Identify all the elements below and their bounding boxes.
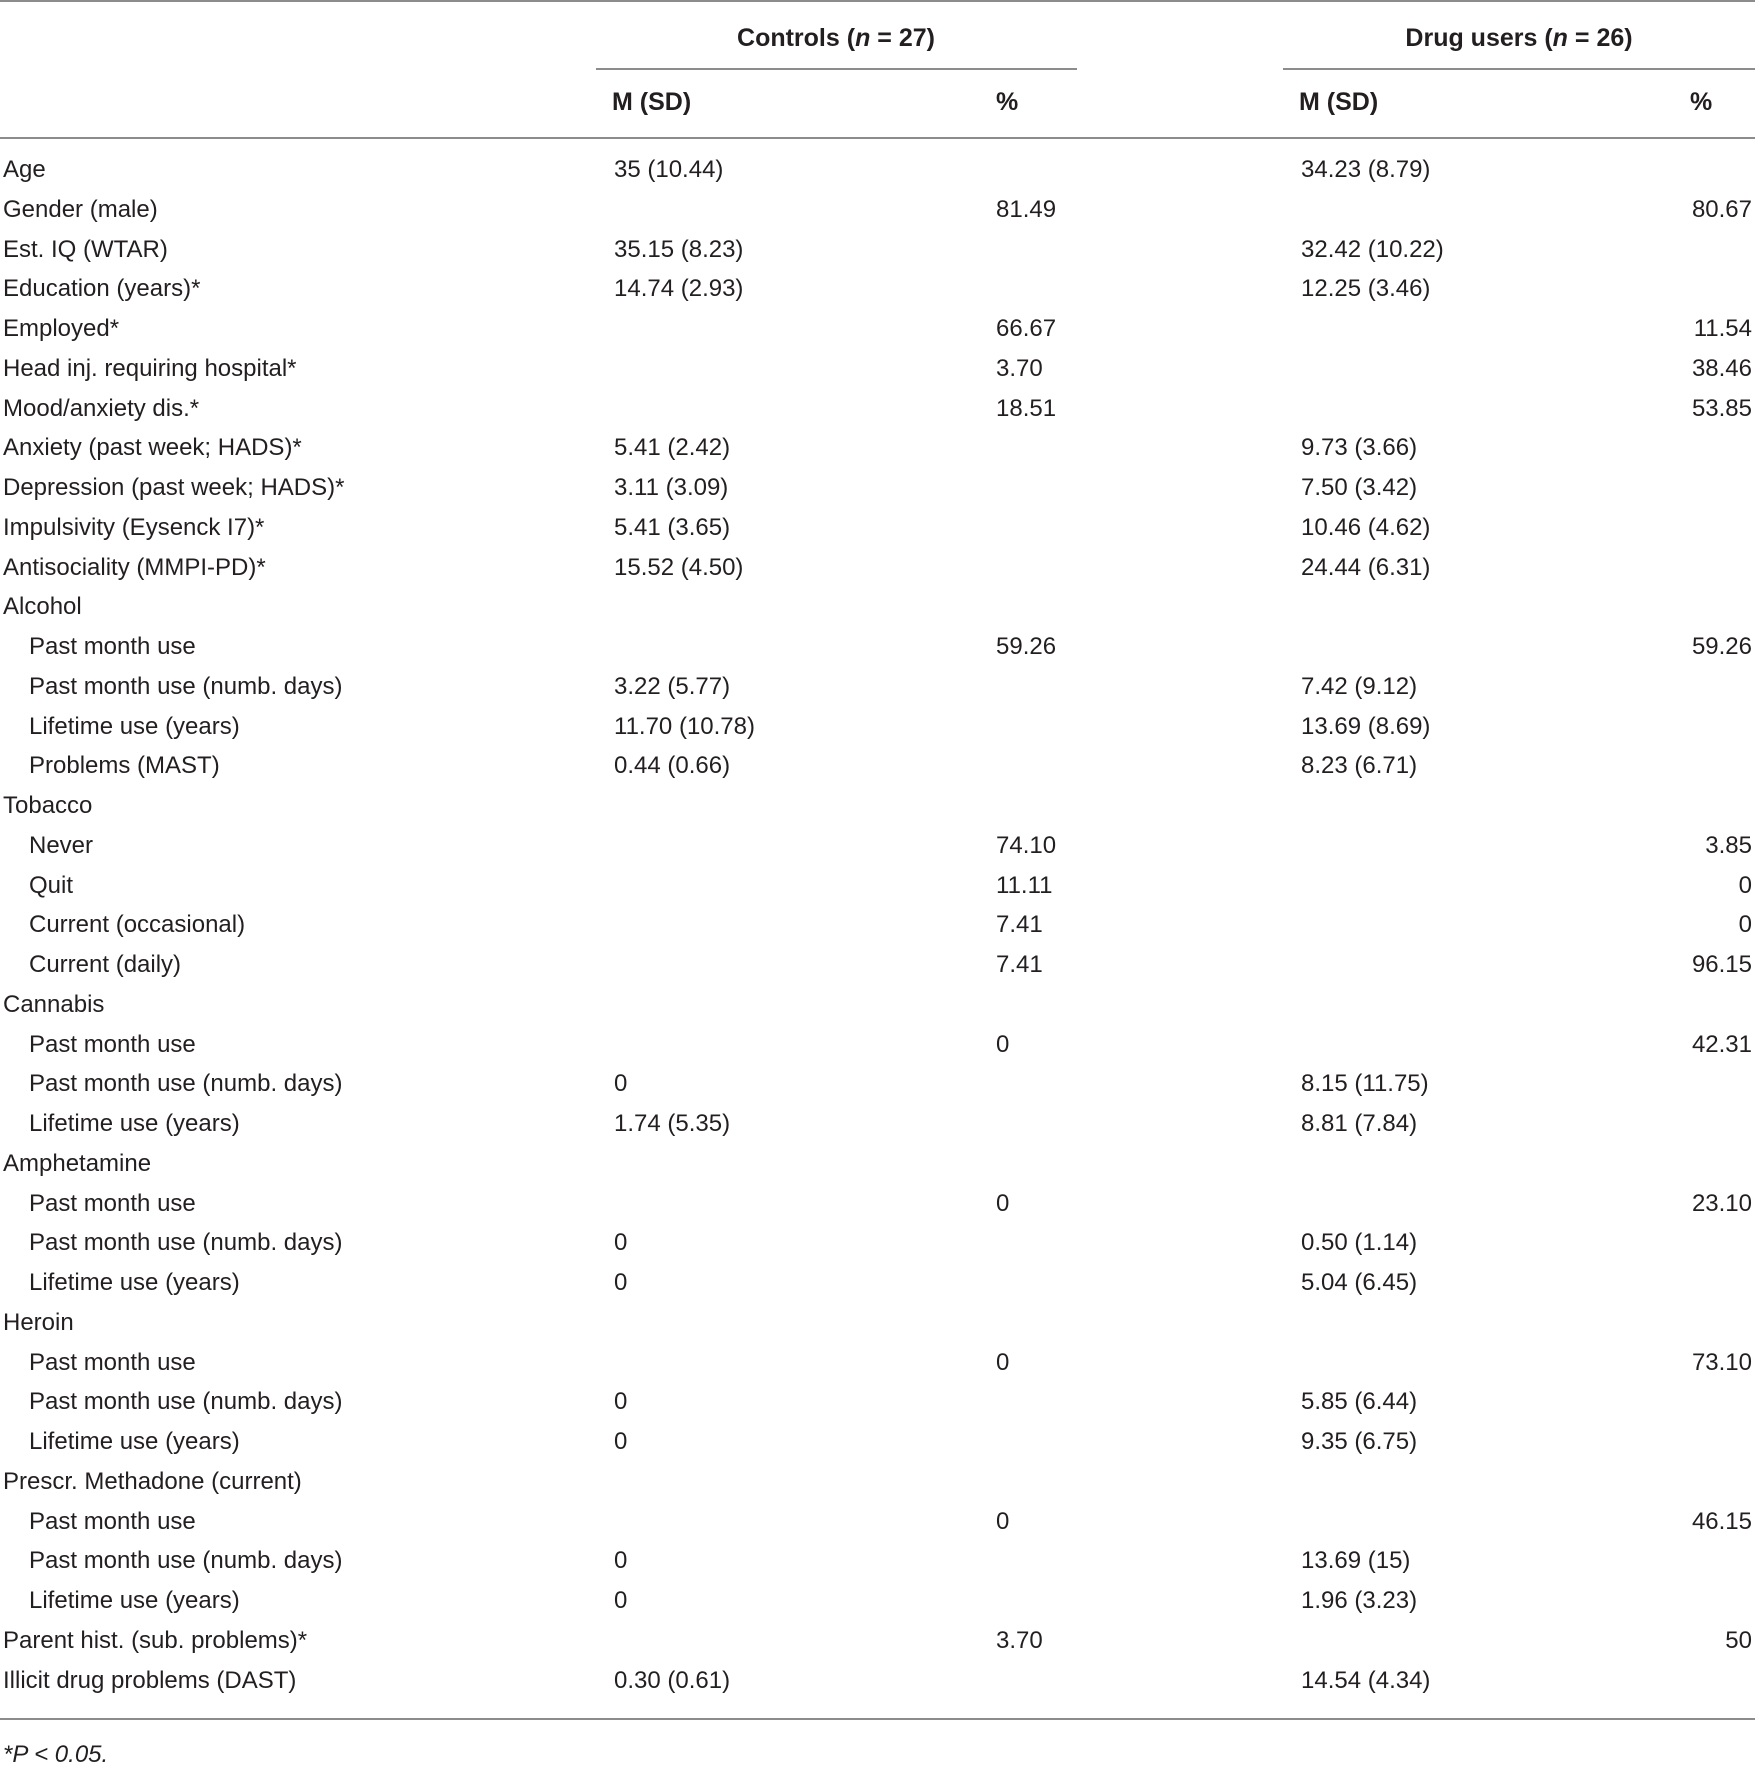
- drug-users-msd-cell: 32.42 (10.22): [1301, 235, 1444, 263]
- table-row: [0, 309, 1755, 349]
- table-row: [0, 468, 1755, 508]
- table-row: [0, 1382, 1755, 1422]
- table-row: [0, 389, 1755, 429]
- row-label: Tobacco: [3, 792, 93, 819]
- footnote: *P < 0.05.: [3, 1741, 109, 1768]
- row-label: Age: [3, 156, 46, 183]
- row-label: Past month use (numb. days): [29, 1388, 343, 1416]
- row-label: Head inj. requiring hospital*: [3, 354, 297, 382]
- controls-pct-cell: 18.51: [996, 394, 1057, 422]
- category-row: [0, 1144, 1755, 1184]
- controls-msd-cell: 3.11 (3.09): [614, 474, 729, 501]
- row-label: Past month use: [29, 1189, 196, 1217]
- controls-pct-cell: 0: [996, 1507, 1010, 1535]
- table-row: [0, 1422, 1755, 1462]
- table-row: [0, 1025, 1755, 1065]
- drug-users-msd-cell: 9.73 (3.66): [1301, 434, 1418, 462]
- row-label: Education (years)*: [3, 275, 201, 303]
- drug-users-pct-cell: 80.67: [1691, 195, 1752, 223]
- row-label: Past month use (numb. days): [29, 672, 343, 700]
- row-label: Past month use (numb. days): [29, 1229, 343, 1257]
- row-label: Past month use (numb. days): [29, 1070, 343, 1098]
- controls-pct-cell: 0: [996, 1189, 1010, 1217]
- table-row: [0, 150, 1755, 190]
- row-label: Lifetime use (years): [29, 1428, 240, 1455]
- controls-pct-header: %: [996, 88, 1019, 116]
- controls-pct-cell: 59.26: [996, 633, 1057, 660]
- controls-msd-cell: 0: [614, 1229, 628, 1257]
- table-row: [0, 190, 1755, 230]
- table-row: [0, 548, 1755, 588]
- controls-msd-cell: 35.15 (8.23): [614, 235, 744, 263]
- controls-span-rule: [596, 68, 1077, 70]
- controls-n-value: = 27): [870, 24, 935, 52]
- table-body: [0, 150, 1755, 1700]
- table-row: [0, 1184, 1755, 1224]
- drug-users-pct-cell: 38.46: [1691, 354, 1752, 382]
- table-row: [0, 746, 1755, 786]
- drug-users-span-rule: [1283, 68, 1755, 70]
- row-label: Never: [29, 831, 94, 859]
- controls-group-header: Controls (n = 27): [737, 24, 935, 52]
- drug-users-group-header: Drug users (n = 26): [1405, 24, 1633, 52]
- controls-pct-cell: 11.11: [996, 871, 1053, 899]
- table-row: [0, 1064, 1755, 1104]
- row-label: Alcohol: [3, 593, 82, 621]
- top-rule: [0, 0, 1755, 2]
- table-row: [0, 349, 1755, 389]
- drug-users-pct-cell: 50: [1725, 1626, 1752, 1654]
- drug-users-msd-cell: 5.04 (6.45): [1301, 1269, 1418, 1296]
- controls-msd-cell: 0: [614, 1388, 628, 1416]
- controls-msd-header: M (SD): [612, 88, 692, 116]
- controls-msd-cell: 14.74 (2.93): [614, 275, 744, 303]
- controls-pct-cell: 7.41: [996, 911, 1043, 939]
- table-row: [0, 1263, 1755, 1303]
- table-row: [0, 1661, 1755, 1701]
- drug-users-pct-cell: 46.15: [1691, 1507, 1752, 1535]
- drug-users-msd-cell: 0.50 (1.14): [1301, 1229, 1418, 1257]
- table-row: [0, 428, 1755, 468]
- drug-users-msd-cell: 8.15 (11.75): [1301, 1070, 1429, 1098]
- controls-msd-cell: 11.70 (10.78): [614, 712, 755, 740]
- table-row: [0, 269, 1755, 309]
- drug-users-pct-header: %: [1690, 88, 1713, 116]
- controls-msd-cell: 1.74 (5.35): [614, 1110, 731, 1137]
- controls-msd-cell: 0.30 (0.61): [614, 1666, 731, 1694]
- controls-msd-cell: 0: [614, 1587, 628, 1614]
- drug-users-pct-cell: 0: [1738, 871, 1752, 899]
- controls-msd-cell: 5.41 (3.65): [614, 513, 731, 541]
- drug-users-pct-cell: 73.10: [1691, 1348, 1752, 1376]
- table-row: [0, 1581, 1755, 1621]
- row-label: Current (occasional): [29, 911, 246, 939]
- controls-pct-cell: 0: [996, 1030, 1010, 1058]
- bottom-rule: [0, 1718, 1755, 1720]
- drug-users-msd-cell: 7.42 (9.12): [1301, 672, 1418, 700]
- controls-pct-cell: 81.49: [996, 195, 1057, 223]
- table-row: [0, 707, 1755, 747]
- row-label: Past month use: [29, 1507, 196, 1535]
- row-label: Illicit drug problems (DAST): [3, 1666, 297, 1694]
- drug-users-pct-cell: 3.85: [1705, 831, 1752, 859]
- drug-users-msd-cell: 24.44 (6.31): [1301, 553, 1431, 581]
- drug-users-pct-cell: 59.26: [1691, 633, 1752, 660]
- row-label: Lifetime use (years): [29, 1110, 240, 1137]
- category-row: [0, 587, 1755, 627]
- table-row: [0, 1621, 1755, 1661]
- drug-users-n-value: = 26): [1567, 24, 1633, 52]
- row-label: Est. IQ (WTAR): [3, 235, 168, 263]
- row-label: Prescr. Methadone (current): [3, 1467, 302, 1495]
- drug-users-msd-cell: 5.85 (6.44): [1301, 1388, 1418, 1416]
- table-row: [0, 945, 1755, 985]
- table-row: [0, 627, 1755, 667]
- row-label: Quit: [29, 871, 74, 899]
- row-label: Gender (male): [3, 195, 158, 223]
- controls-msd-cell: 0: [614, 1269, 628, 1296]
- drug-users-label: Drug users: [1405, 24, 1538, 52]
- drug-users-msd-cell: 14.54 (4.34): [1301, 1666, 1431, 1694]
- drug-users-msd-cell: 12.25 (3.46): [1301, 275, 1431, 303]
- controls-msd-cell: 0: [614, 1547, 628, 1575]
- controls-msd-cell: 15.52 (4.50): [614, 553, 744, 581]
- controls-msd-cell: 3.22 (5.77): [614, 672, 731, 700]
- controls-pct-cell: 7.41: [996, 951, 1043, 978]
- table-row: [0, 508, 1755, 548]
- row-label: Cannabis: [3, 990, 105, 1018]
- controls-n-var: n: [855, 24, 871, 52]
- drug-users-pct-cell: 53.85: [1691, 394, 1752, 422]
- table-row: [0, 1541, 1755, 1581]
- category-row: [0, 786, 1755, 826]
- row-label: Past month use: [29, 1030, 196, 1058]
- row-label: Antisociality (MMPI-PD)*: [3, 553, 266, 581]
- category-row: [0, 1462, 1755, 1502]
- drug-users-msd-cell: 10.46 (4.62): [1301, 513, 1431, 541]
- drug-users-msd-cell: 8.23 (6.71): [1301, 752, 1418, 780]
- drug-users-pct-cell: 11.54: [1693, 315, 1752, 342]
- row-label: Lifetime use (years): [29, 1269, 240, 1296]
- category-row: [0, 1303, 1755, 1343]
- controls-msd-cell: 0: [614, 1428, 628, 1455]
- row-label: Lifetime use (years): [29, 712, 240, 740]
- row-label: Heroin: [3, 1308, 74, 1336]
- row-label: Lifetime use (years): [29, 1587, 240, 1614]
- row-label: Employed*: [3, 315, 120, 342]
- table-row: [0, 826, 1755, 866]
- drug-users-msd-cell: 8.81 (7.84): [1301, 1110, 1418, 1137]
- drug-users-pct-cell: 0: [1738, 911, 1752, 939]
- row-label: Amphetamine: [3, 1149, 152, 1177]
- controls-msd-cell: 0: [614, 1070, 628, 1098]
- table-row: [0, 1223, 1755, 1263]
- drug-users-msd-cell: 13.69 (8.69): [1301, 712, 1431, 740]
- drug-users-pct-cell: 42.31: [1691, 1030, 1752, 1058]
- controls-pct-cell: 3.70: [996, 354, 1043, 382]
- controls-pct-cell: 3.70: [996, 1626, 1043, 1654]
- drug-users-msd-cell: 34.23 (8.79): [1301, 156, 1431, 183]
- row-label: Anxiety (past week; HADS)*: [3, 434, 302, 462]
- table-row: [0, 1343, 1755, 1383]
- drug-users-pct-cell: 23.10: [1691, 1189, 1752, 1217]
- controls-msd-cell: 5.41 (2.42): [614, 434, 731, 462]
- table-row: [0, 1104, 1755, 1144]
- controls-msd-cell: 0.44 (0.66): [614, 752, 731, 780]
- drug-users-msd-cell: 1.96 (3.23): [1301, 1587, 1418, 1614]
- drug-users-n-var: n: [1552, 24, 1568, 52]
- table-row: [0, 1502, 1755, 1542]
- drug-users-msd-cell: 9.35 (6.75): [1301, 1428, 1418, 1455]
- drug-users-msd-cell: 13.69 (15): [1301, 1547, 1411, 1575]
- controls-pct-cell: 74.10: [996, 831, 1057, 859]
- row-label: Current (daily): [29, 951, 182, 978]
- row-label: Past month use (numb. days): [29, 1547, 343, 1575]
- controls-pct-cell: 0: [996, 1348, 1010, 1376]
- row-label: Impulsivity (Eysenck I7)*: [3, 513, 265, 541]
- drug-users-msd-cell: 7.50 (3.42): [1301, 474, 1418, 501]
- controls-label: Controls: [737, 24, 840, 52]
- table-row: [0, 230, 1755, 270]
- category-row: [0, 985, 1755, 1025]
- drug-users-pct-cell: 96.15: [1691, 951, 1752, 978]
- row-label: Mood/anxiety dis.*: [3, 394, 200, 422]
- row-label: Parent hist. (sub. problems)*: [3, 1626, 308, 1654]
- controls-pct-cell: 66.67: [996, 315, 1057, 342]
- table-row: [0, 667, 1755, 707]
- drug-users-msd-header: M (SD): [1299, 88, 1379, 116]
- table-row: [0, 905, 1755, 945]
- header-rule: [0, 137, 1755, 139]
- row-label: Problems (MAST): [29, 752, 220, 780]
- controls-msd-cell: 35 (10.44): [614, 156, 724, 183]
- table-row: [0, 866, 1755, 906]
- row-label: Depression (past week; HADS)*: [3, 474, 345, 501]
- row-label: Past month use: [29, 1348, 196, 1376]
- row-label: Past month use: [29, 633, 196, 660]
